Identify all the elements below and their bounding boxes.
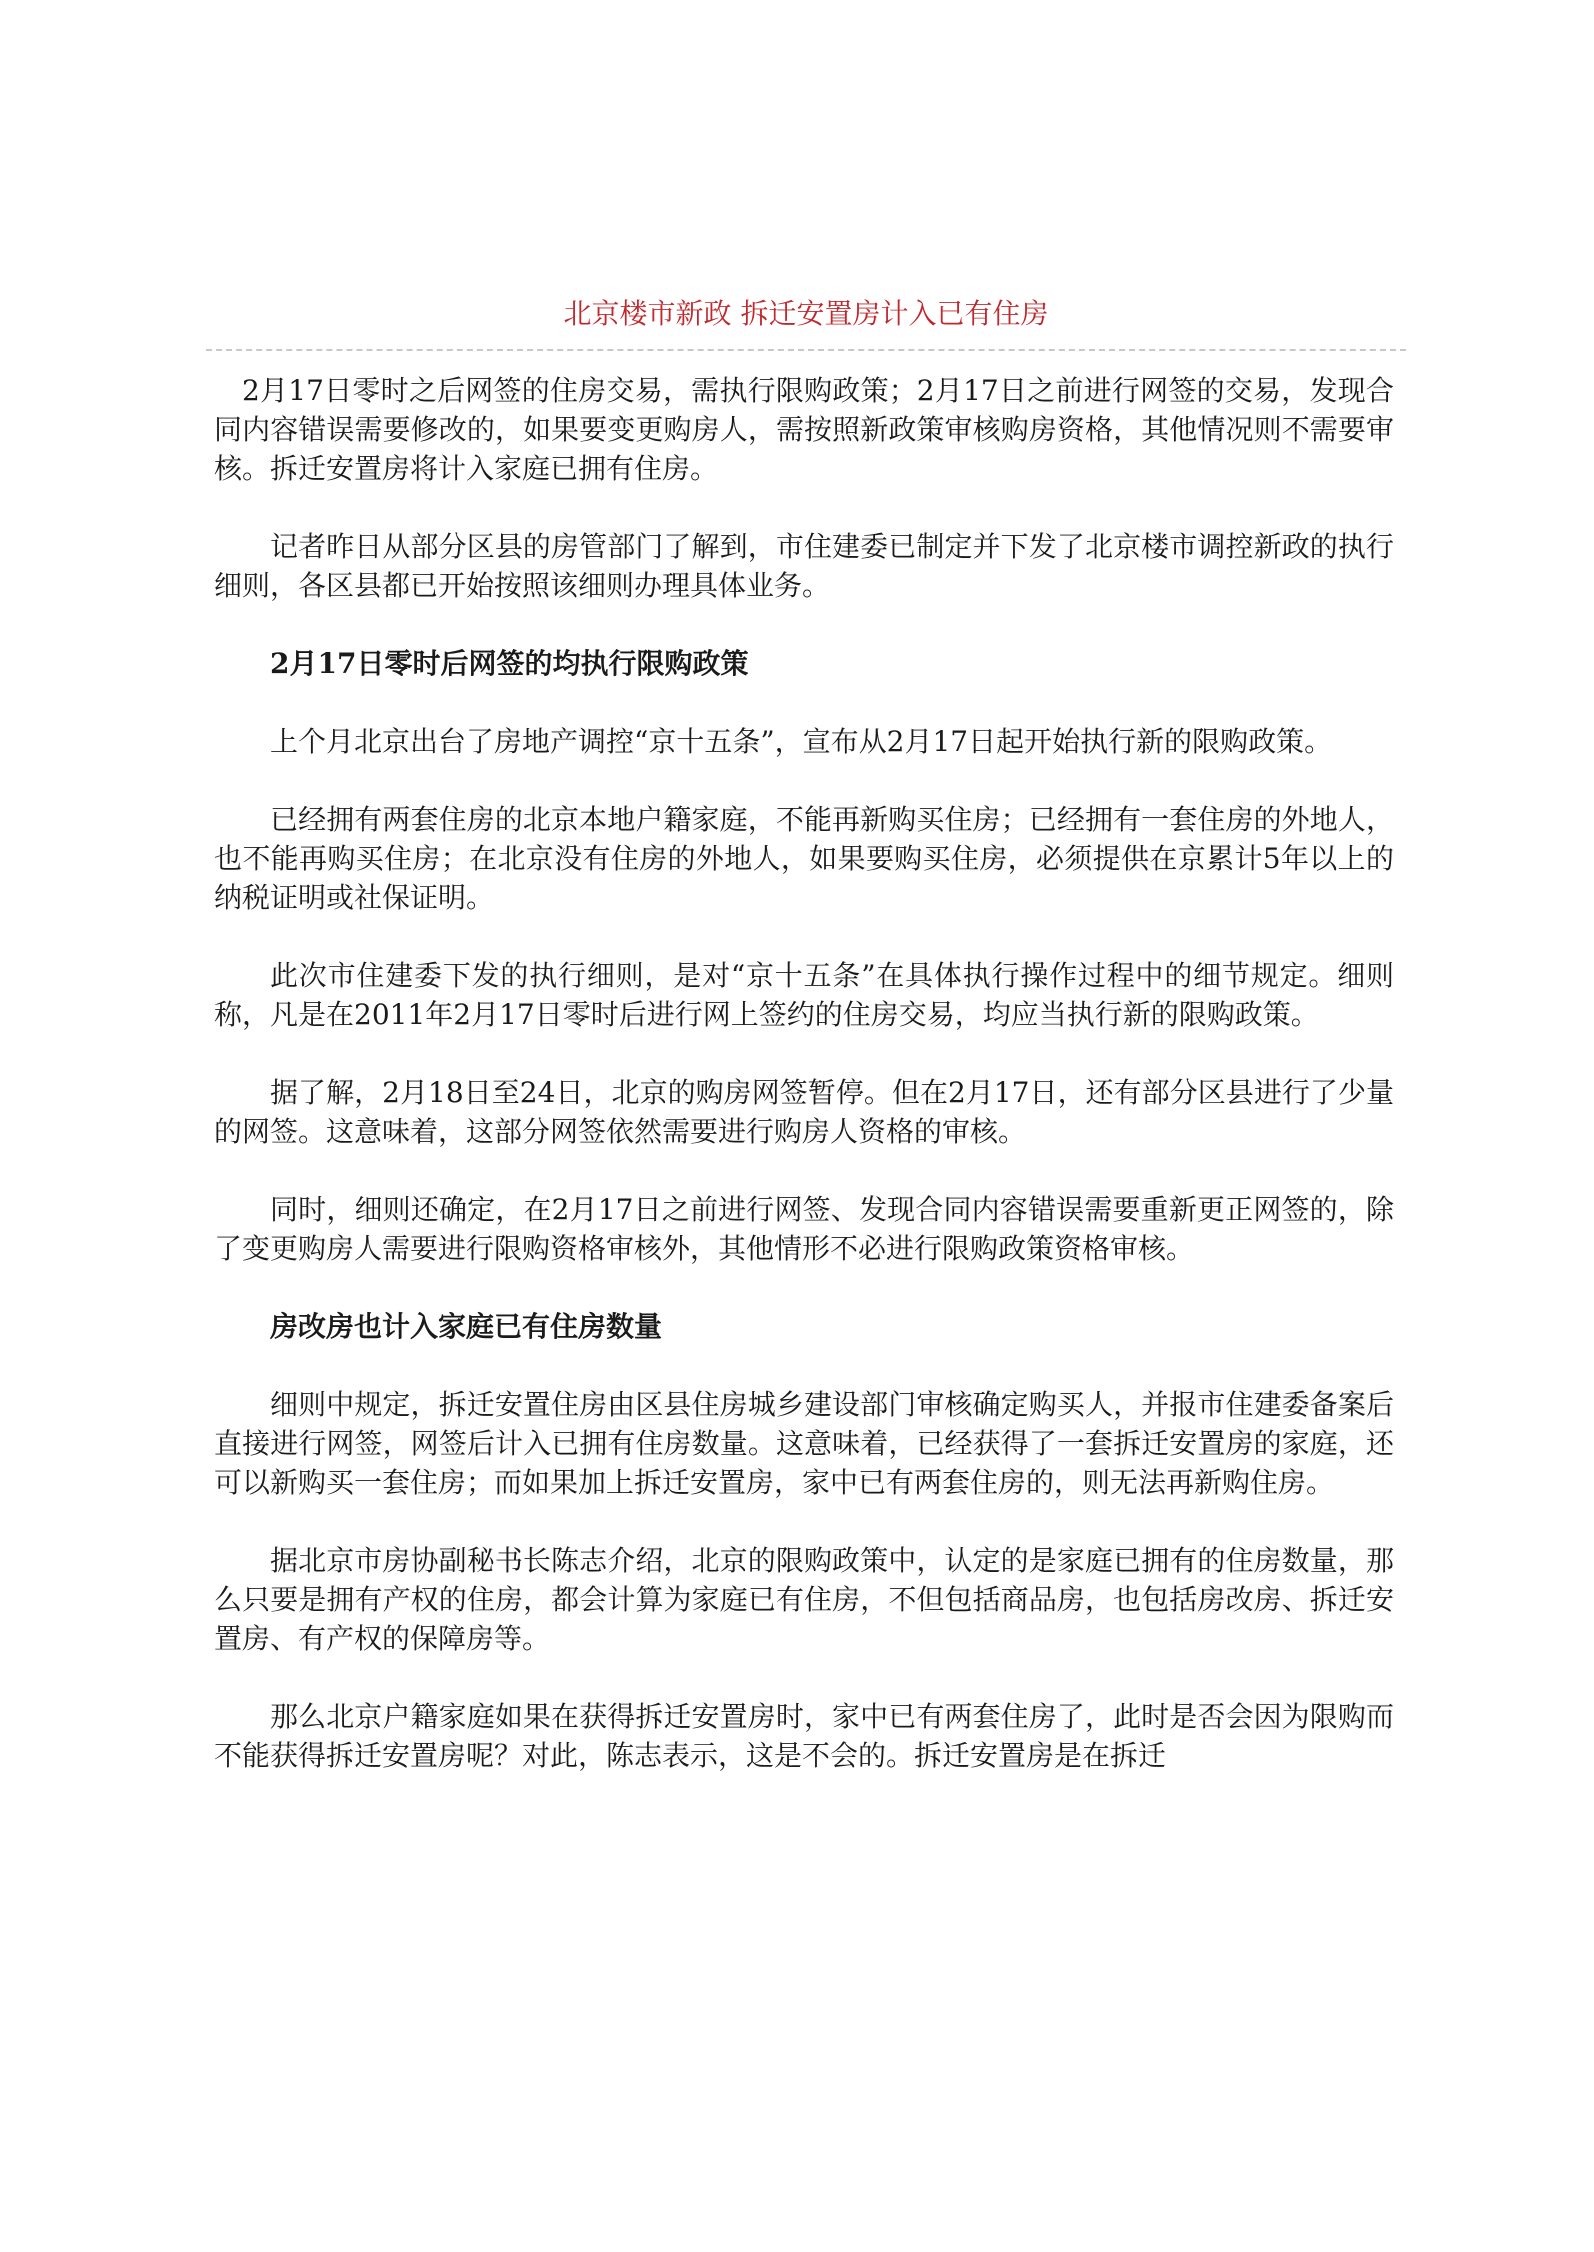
paragraph: 上个月北京出台了房地产调控“京十五条”，宣布从2月17日起开始执行新的限购政策。 [270, 725, 1333, 758]
section-heading: 房改房也计入家庭已有住房数量 [270, 1310, 663, 1343]
paragraph-gap [214, 917, 1394, 956]
paragraph: 细则中规定，拆迁安置住房由区县住房城乡建设部门审核确定购买人，并报市住建委备案后直接进行网签，网签后计入已拥有住房数量。这意味着，已经获得了一套拆迁安置房的家庭，还可以新购买一套住房；而如果加上拆迁安置房，家中已有两套住房的，则无法再新购住房。 [214, 1388, 1394, 1499]
paragraph: 同时，细则还确定，在2月17日之前进行网签、发现合同内容错误需要重新更正网签的，除了变更购房人需要进行限购资格审核外，其他情形不必进行限购政策资格审核。 [214, 1193, 1394, 1265]
title-divider [206, 349, 1406, 351]
paragraph-gap [214, 1658, 1394, 1697]
paragraph-gap [214, 1151, 1394, 1190]
paragraph-gap [214, 761, 1394, 800]
paragraph: 记者昨日从部分区县的房管部门了解到，市住建委已制定并下发了北京楼市调控新政的执行细则，各区县都已开始按照该细则办理具体业务。 [214, 530, 1394, 602]
section-heading: 2月17日零时后网签的均执行限购政策 [270, 647, 749, 680]
paragraph-gap [214, 1502, 1394, 1541]
paragraph: 此次市住建委下发的执行细则，是对“京十五条”在具体执行操作过程中的细节规定。细则称，凡是在2011年2月17日零时后进行网上签约的住房交易，均应当执行新的限购政策。 [214, 959, 1394, 1031]
article-title: 北京楼市新政 拆迁安置房计入已有住房 [563, 297, 1049, 330]
paragraph-gap [214, 1268, 1394, 1307]
paragraph: 已经拥有两套住房的北京本地户籍家庭，不能再新购买住房；已经拥有一套住房的外地人，也不能再购买住房；在北京没有住房的外地人，如果要购买住房，必须提供在京累计5年以上的纳税证明或社保证明。 [214, 803, 1394, 914]
paragraph-gap [214, 605, 1394, 644]
paragraph-gap [214, 1034, 1394, 1073]
paragraph: 那么北京户籍家庭如果在获得拆迁安置房时，家中已有两套住房了，此时是否会因为限购而不能获得拆迁安置房呢？对此，陈志表示，这是不会的。拆迁安置房是在拆迁 [214, 1700, 1394, 1772]
paragraph: 据北京市房协副秘书长陈志介绍，北京的限购政策中，认定的是家庭已拥有的住房数量，那么只要是拥有产权的住房，都会计算为家庭已有住房，不但包括商品房，也包括房改房、拆迁安置房、有产权的保障房等。 [214, 1544, 1394, 1655]
paragraph-gap [214, 683, 1394, 722]
paragraph-gap [214, 1346, 1394, 1385]
article-body [214, 371, 1394, 1775]
paragraph: 据了解，2月18日至24日，北京的购房网签暂停。但在2月17日，还有部分区县进行了少量的网签。这意味着，这部分网签依然需要进行购房人资格的审核。 [214, 1076, 1394, 1148]
paragraph-lead: 2月17日零时之后网签的住房交易，需执行限购政策；2月17日之前进行网签的交易，发现合同内容错误需要修改的，如果要变更购房人，需按照新政策审核购房资格，其他情况则不需要审核。拆迁安置房将计入家庭已拥有住房。 [214, 374, 1394, 485]
paragraph-gap [214, 488, 1394, 527]
